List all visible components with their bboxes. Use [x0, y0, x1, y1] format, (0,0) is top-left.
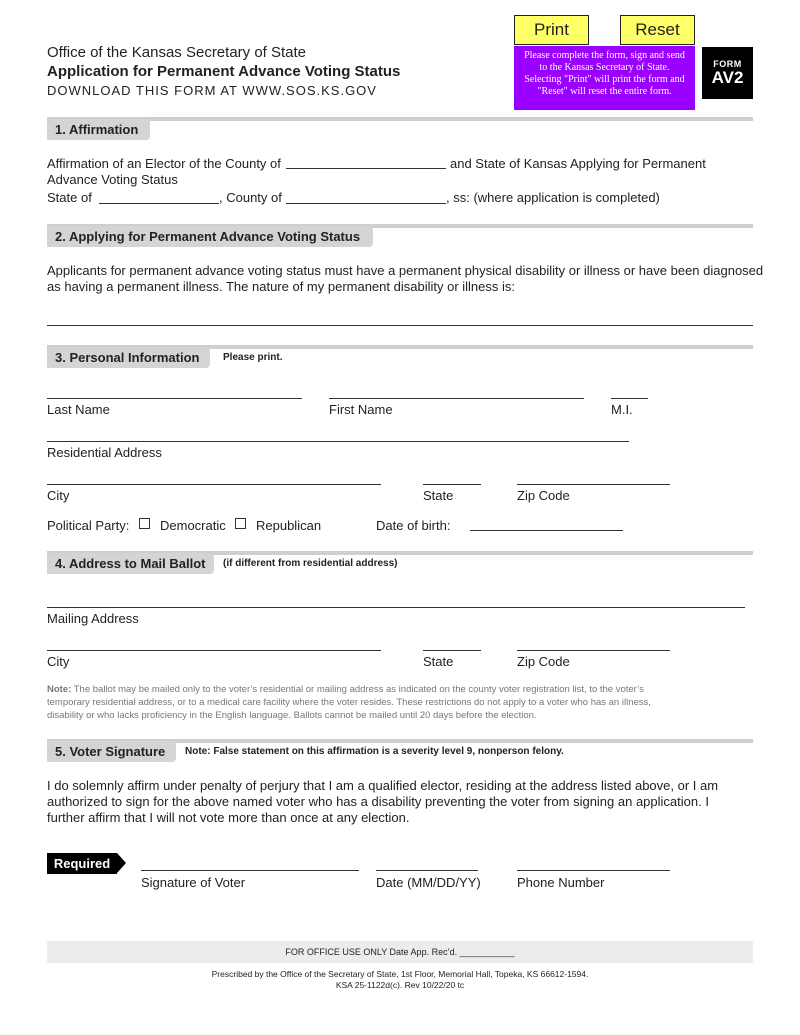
party-label: Political Party: — [47, 518, 130, 533]
affirmation-text-b: and State of Kansas Applying for Permanent — [450, 156, 706, 171]
office-use-box: FOR OFFICE USE ONLY Date App. Rec’d. ___________ — [47, 941, 753, 963]
section-divider — [47, 117, 753, 121]
state-of-field[interactable] — [99, 203, 219, 204]
zip-label: Zip Code — [517, 488, 570, 503]
section5-note: Note: False statement on this affirmation is a severity level 9, nonperson felony. — [185, 746, 564, 757]
ss-label: , ss: (where application is completed) — [446, 190, 660, 205]
affirmation-text-a: Affirmation of an Elector of the County of — [47, 156, 281, 171]
last-name-field[interactable] — [47, 398, 302, 399]
residential-address-field[interactable] — [47, 441, 629, 442]
democratic-label: Democratic — [160, 518, 226, 533]
county-of-label: , County of — [219, 190, 282, 205]
required-marker — [47, 853, 127, 874]
mail-state-label: State — [423, 654, 454, 669]
democratic-checkbox[interactable] — [139, 518, 150, 529]
required-label: Required — [47, 853, 117, 874]
last-name-label: Last Name — [47, 402, 110, 417]
mail-note-label: Note: — [47, 684, 72, 695]
form-label: FORM — [713, 59, 742, 69]
mail-note-text-3: disability or who lacks proficiency in the English language. Ballots cannot be mailed until 20 days before the election. — [47, 710, 537, 721]
mail-note — [47, 683, 753, 722]
dob-field[interactable] — [470, 530, 623, 531]
instructions-box: Please complete the form, sign and send to the Kansas Secretary of State. Selecting "Print" will print the form and "Reset" will reset the entire form. — [514, 46, 695, 110]
residential-address-label: Residential Address — [47, 445, 162, 460]
section5-text-1: I do solemnly affirm under penalty of perjury that I am a qualified elector, residing at the address listed above, or I am — [47, 778, 719, 793]
mi-label: M.I. — [611, 402, 633, 417]
print-button[interactable]: Print — [514, 15, 589, 45]
first-name-field[interactable] — [329, 398, 584, 399]
footer-line-1: Prescribed by the Office of the Secretary of State, 1st Floor, Memorial Hall, Topeka, KS 66612-1594. — [211, 969, 589, 979]
signature-label: Signature of Voter — [141, 875, 246, 890]
first-name-label: First Name — [329, 402, 393, 417]
section2-text-1: Applicants for permanent advance voting status must have a permanent physical disability or illness or have been diagnosed — [47, 263, 764, 278]
section2-text-2: as having a permanent illness. The nature of my permanent disability or illness is: — [47, 279, 515, 294]
city-label: City — [47, 488, 70, 503]
state-field[interactable] — [423, 484, 481, 485]
zip-field[interactable] — [517, 484, 670, 485]
section5-title: 5. Voter Signature — [47, 741, 176, 762]
section5-text-2: authorized to sign for the above named voter who has a disability preventing the voter from signing an application. I — [47, 794, 709, 809]
section2-title: 2. Applying for Permanent Advance Voting Status — [47, 226, 373, 247]
required-arrow-icon — [117, 853, 126, 873]
phone-label: Phone Number — [517, 875, 605, 890]
affirmation-text-c: Advance Voting Status — [47, 172, 178, 187]
section5-text-3: further affirm that I will not vote more than once at any election. — [47, 810, 410, 825]
state-of-label: State of — [47, 190, 92, 205]
section4-title: 4. Address to Mail Ballot — [47, 553, 214, 574]
mail-zip-field[interactable] — [517, 650, 670, 651]
section1-title: 1. Affirmation — [47, 119, 150, 140]
reset-button[interactable]: Reset — [620, 15, 695, 45]
form-code: AV2 — [711, 68, 744, 87]
disability-field[interactable] — [47, 325, 753, 326]
form-title: Application for Permanent Advance Voting Status — [47, 63, 401, 80]
mail-city-field[interactable] — [47, 650, 381, 651]
dob-label: Date of birth: — [376, 518, 451, 533]
mi-field[interactable] — [611, 398, 648, 399]
mail-state-field[interactable] — [423, 650, 481, 651]
county-field[interactable] — [286, 168, 446, 169]
mail-city-label: City — [47, 654, 70, 669]
mail-note-text-1: The ballot may be mailed only to the voter’s residential or mailing address as indicated on the county voter registration list, to the voter’s — [73, 684, 644, 695]
state-label: State — [423, 488, 454, 503]
mailing-address-field[interactable] — [47, 607, 745, 608]
section4-note: (if different from residential address) — [223, 558, 398, 569]
download-note: DOWNLOAD THIS FORM AT WWW.SOS.KS.GOV — [47, 83, 377, 98]
county-of-field[interactable] — [286, 203, 446, 204]
footer-line-2: KSA 25-1122d(c). Rev 10/22/20 tc — [335, 980, 465, 990]
republican-checkbox[interactable] — [235, 518, 246, 529]
republican-label: Republican — [256, 518, 322, 533]
form-badge — [702, 47, 753, 99]
mail-note-text-2: temporary residential address, or to a medical care facility where the voter resides. These restrictions do not apply to a voter who has an illness, — [47, 697, 651, 708]
office-name: Office of the Kansas Secretary of State — [47, 44, 307, 61]
date-label: Date (MM/DD/YY) — [376, 875, 481, 890]
city-field[interactable] — [47, 484, 381, 485]
signature-field[interactable] — [141, 870, 359, 871]
mailing-address-label: Mailing Address — [47, 611, 139, 626]
mail-zip-label: Zip Code — [517, 654, 570, 669]
phone-field[interactable] — [517, 870, 670, 871]
section3-title: 3. Personal Information — [47, 347, 210, 368]
date-field[interactable] — [376, 870, 478, 871]
section3-note: Please print. — [223, 352, 283, 363]
